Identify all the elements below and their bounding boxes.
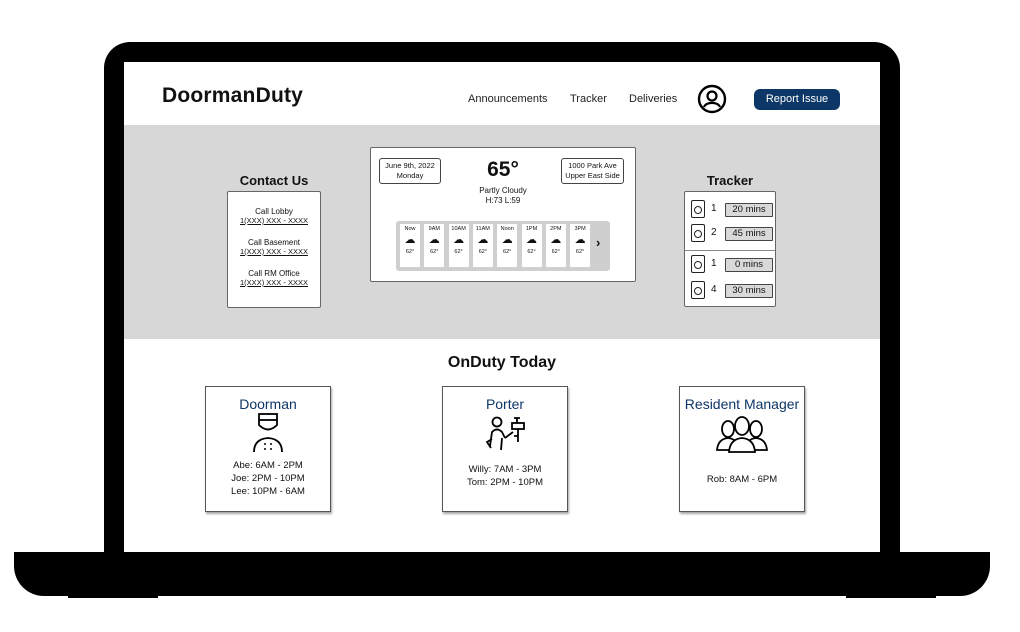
doorman-icon [248, 412, 288, 454]
address-line2: Upper East Side [565, 171, 620, 180]
hour-cell [449, 224, 469, 267]
contact-phone-rm-office[interactable]: 1(XXX) XXX - XXXX [240, 278, 308, 287]
resident-manager-card[interactable] [679, 386, 805, 512]
hour-time: Noon [500, 226, 514, 232]
nav-tracker[interactable]: Tracker [570, 93, 607, 105]
doorman-card[interactable] [205, 386, 331, 512]
date-box [379, 158, 441, 184]
tracker-row[interactable] [691, 255, 771, 275]
laptop-foot-right [846, 590, 936, 598]
hour-temp: 62° [503, 249, 512, 255]
card-title: Resident Manager [684, 396, 800, 412]
time-remaining: 0 mins [725, 258, 773, 272]
brand-logo[interactable]: DoormanDuty [162, 84, 304, 107]
hour-temp: 62° [575, 249, 585, 255]
hour-cell [497, 224, 517, 267]
address-box [561, 158, 624, 184]
dryer-icon [691, 281, 705, 299]
hilo-text: H:73 L:59 [485, 196, 521, 205]
time-remaining: 20 mins [725, 203, 773, 217]
condition-text: Partly Cloudy [479, 186, 527, 195]
partly-cloudy-icon: ☁ [453, 234, 465, 246]
machine-number: 2 [711, 227, 717, 238]
partly-cloudy-icon: ☁ [550, 234, 562, 246]
laptop-foot-left [68, 590, 158, 598]
profile-icon[interactable] [697, 84, 727, 114]
tracker-divider [685, 250, 775, 251]
chevron-right-icon[interactable]: › [596, 235, 601, 250]
resident-manager-icon [714, 412, 770, 454]
laptop-base [14, 552, 990, 596]
weekday-text: Monday [396, 171, 424, 180]
tracker-row[interactable] [691, 281, 771, 301]
porter-card[interactable] [442, 386, 568, 512]
machine-number: 4 [711, 284, 717, 295]
card-title: Porter [485, 396, 525, 412]
time-remaining: 30 mins [725, 284, 773, 298]
shift-line: Tom: 2PM - 10PM [466, 477, 544, 488]
hour-cell [570, 224, 590, 267]
hour-time: 3PM [574, 226, 586, 232]
hour-temp: 62° [527, 249, 536, 255]
hour-cell [473, 224, 493, 267]
washer-icon [691, 224, 705, 242]
tracker-row[interactable] [691, 200, 771, 220]
hour-time: Now [404, 226, 416, 232]
onduty-title: OnDuty Today [447, 354, 557, 371]
hour-temp: 62° [405, 249, 415, 255]
tracker-card [684, 191, 776, 307]
hour-cell [546, 224, 566, 267]
hourly-forecast[interactable] [396, 221, 610, 271]
porter-icon [481, 412, 529, 454]
machine-number: 1 [711, 258, 717, 269]
shift-line: Joe: 2PM - 10PM [231, 473, 305, 484]
hour-time: 11AM [475, 226, 490, 232]
time-remaining: 45 mins [725, 227, 773, 241]
shift-line: Abe: 6AM - 2PM [233, 460, 303, 471]
partly-cloudy-icon: ☁ [574, 234, 586, 246]
app-screen [124, 62, 880, 552]
contact-card [227, 191, 321, 308]
weather-condition [457, 186, 549, 206]
machine-number: 1 [711, 203, 717, 214]
washer-icon [691, 200, 705, 218]
contact-phone-lobby[interactable]: 1(XXX) XXX - XXXX [240, 216, 308, 225]
partly-cloudy-icon: ☁ [428, 234, 440, 246]
card-title: Doorman [239, 396, 297, 412]
hour-time: 2PM [550, 226, 562, 232]
hour-cell [522, 224, 542, 267]
contact-label-rm-office: Call RM Office [248, 269, 300, 278]
hour-cell [424, 224, 444, 267]
nav-deliveries[interactable]: Deliveries [629, 93, 678, 105]
partly-cloudy-icon: ☁ [477, 234, 489, 246]
shift-line: Rob: 8AM - 6PM [706, 474, 778, 485]
contact-phone-basement[interactable]: 1(XXX) XXX - XXXX [240, 247, 308, 256]
dryer-icon [691, 255, 705, 273]
nav-announcements[interactable]: Announcements [468, 93, 548, 105]
hour-time: 9AM [428, 226, 440, 232]
contact-title: Contact Us [239, 173, 309, 188]
tracker-title: Tracker [706, 173, 754, 188]
contact-label-lobby: Call Lobby [255, 207, 293, 216]
current-temp: 65° [487, 158, 519, 181]
partly-cloudy-icon: ☁ [526, 234, 537, 246]
partly-cloudy-icon: ☁ [501, 234, 513, 246]
date-text: June 9th, 2022 [385, 161, 435, 170]
hour-cell [400, 224, 420, 267]
address-line1: 1000 Park Ave [568, 161, 617, 170]
shift-line: Lee: 10PM - 6AM [231, 486, 305, 497]
weather-widget [370, 147, 636, 282]
hour-time: 10AM [451, 226, 466, 232]
report-issue-button[interactable]: Report Issue [754, 89, 840, 110]
tracker-row[interactable] [691, 224, 771, 244]
shift-line: Willy: 7AM - 3PM [468, 464, 542, 475]
partly-cloudy-icon: ☁ [404, 234, 416, 246]
hour-temp: 62° [551, 249, 560, 255]
hour-temp: 62° [478, 249, 488, 255]
hour-temp: 62° [454, 249, 463, 255]
hour-temp: 62° [430, 249, 439, 255]
hour-time: 1PM [525, 226, 538, 232]
contact-label-basement: Call Basement [247, 238, 301, 247]
